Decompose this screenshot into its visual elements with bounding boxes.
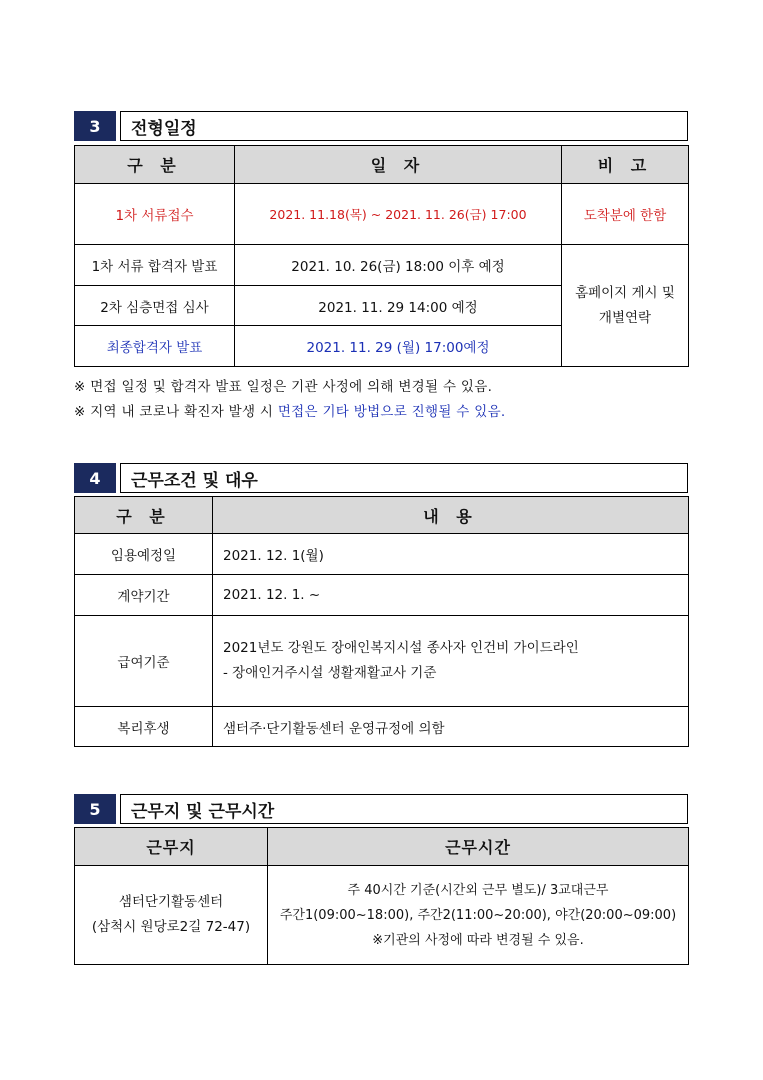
header-date: 일 자 [235,146,562,184]
content-line: 2021년도 강원도 장애인복지시설 종사자 인건비 가이드라인 [223,640,579,656]
row-content: 2021. 12. 1(월) [213,534,689,575]
header-content: 내 용 [213,497,689,534]
row-category: 계약기간 [75,575,213,616]
table-row [75,616,689,707]
header-category: 구 분 [75,497,213,534]
row-content [213,616,689,707]
note-covid-prefix: ※ 지역 내 코로나 확진자 발생 시 [74,404,278,420]
section-title: 전형일정 [120,111,688,141]
header-hours: 근무시간 [268,828,689,866]
row-content: 2021. 12. 1. ~ [213,575,689,616]
row-category: 1차 서류접수 [75,184,235,245]
section-number-badge: 3 [74,111,116,141]
section-3-header [74,111,688,141]
table-header-row [75,146,689,184]
row-date: 2021. 11.18(목) ~ 2021. 11. 26(금) 17:00 [235,184,562,245]
merged-remarks [562,245,689,367]
row-category: 2차 심층면접 심사 [75,286,235,326]
header-remarks: 비 고 [562,146,689,184]
merged-remarks-line: 개별연락 [598,309,652,326]
table-header-row [75,497,689,534]
table-row [75,866,689,965]
table-row [75,245,689,286]
hours-cell [268,866,689,965]
note-covid-highlight: 면접은 기타 방법으로 진행될 수 있음. [277,404,506,420]
section-number-badge: 4 [74,463,116,493]
row-date: 2021. 11. 29 14:00 예정 [235,286,562,326]
section-title: 근무지 및 근무시간 [120,794,688,824]
row-category: 1차 서류 합격자 발표 [75,245,235,286]
note-covid [74,400,506,420]
workplace-name: 샘터단기활동센터 [118,894,224,910]
header-workplace: 근무지 [75,828,268,866]
merged-remarks-line: 홈페이지 게시 및 [575,284,675,301]
row-category: 최종합격자 발표 [75,326,235,367]
workplace-address: (삼척시 원당로2길 72-47) [91,919,251,935]
table-row [75,707,689,747]
row-category: 임용예정일 [75,534,213,575]
table-row [75,184,689,245]
hours-line: ※기관의 사정에 따라 변경될 수 있음. [372,932,584,948]
workplace-cell [75,866,268,965]
table-header-row [75,828,689,866]
schedule-table [74,145,689,367]
content-line: - 장애인거주시설 생활재활교사 기준 [223,665,437,681]
conditions-table [74,496,689,747]
row-date: 2021. 10. 26(금) 18:00 이후 예정 [235,245,562,286]
hours-line: 주 40시간 기준(시간외 근무 별도)/ 3교대근무 [347,882,609,898]
section-title: 근무조건 및 대우 [120,463,688,493]
row-content: 샘터주·단기활동센터 운영규정에 의함 [213,707,689,747]
table-row [75,534,689,575]
hours-line: 주간1(09:00~18:00), 주간2(11:00~20:00), 야간(20:00~09:00) [279,907,677,923]
table-row [75,575,689,616]
note-schedule-change: ※ 면접 일정 및 합격자 발표 일정은 기관 사정에 의해 변경될 수 있음. [74,379,493,395]
header-category: 구 분 [75,146,235,184]
row-remarks: 도착분에 한함 [562,184,689,245]
section-5-header [74,794,688,824]
row-category: 급여기준 [75,616,213,707]
workplace-table [74,827,689,965]
row-category: 복리후생 [75,707,213,747]
row-date: 2021. 11. 29 (월) 17:00예정 [235,326,562,367]
section-4-header [74,463,688,493]
section-number-badge: 5 [74,794,116,824]
